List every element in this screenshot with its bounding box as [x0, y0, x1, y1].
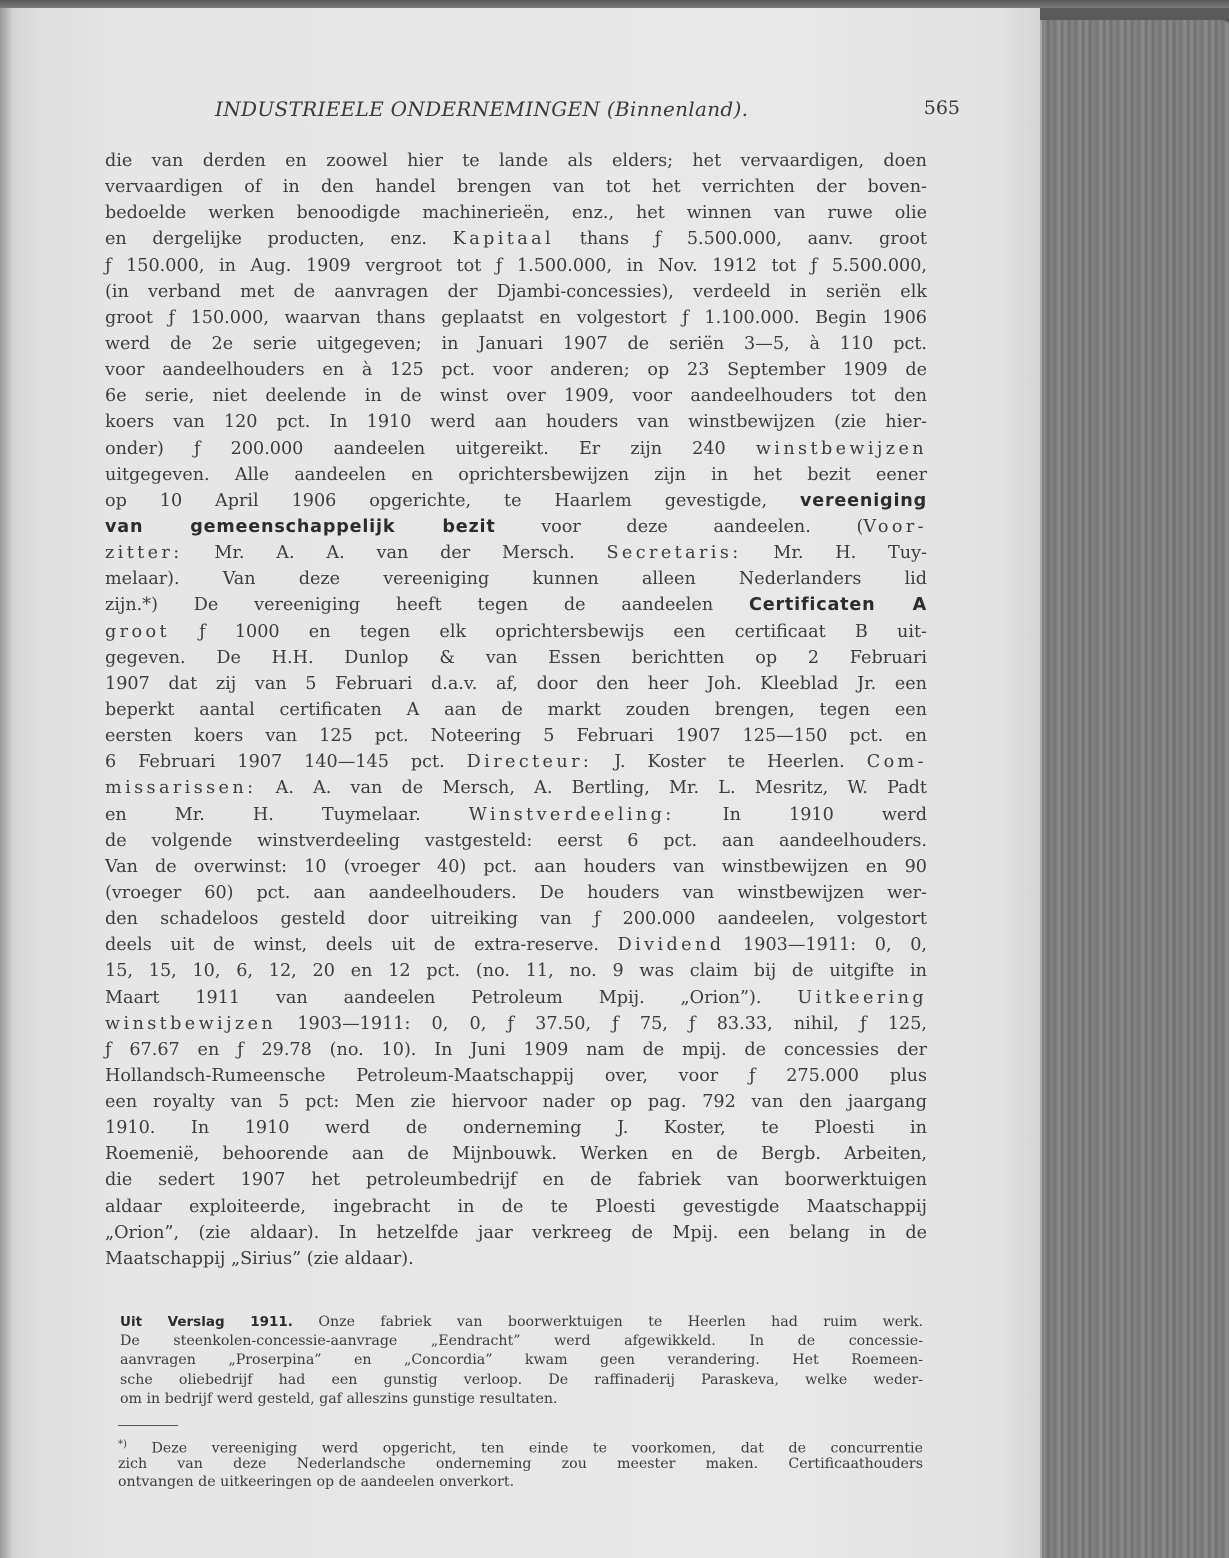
text-segment: 1903—1911: 0, 0, ƒ 37.50, ƒ 75, ƒ 83.33, nihil, ƒ 125,	[276, 1013, 927, 1034]
spaced-emphasis: Kapitaal	[452, 229, 555, 250]
text-segment: (vroeger 60) pct. aan aandeelhouders. De houders van winstbewijzen wer-	[105, 882, 927, 903]
text-segment: gegeven. De H.H. Dunlop & van Essen berichtten op 2 Februari	[105, 647, 927, 668]
text-segment: uitgegeven. Alle aandeelen en oprichtersbewijzen zijn in het bezit eener	[105, 464, 927, 485]
spaced-emphasis: Directeur:	[466, 752, 593, 773]
spaced-emphasis: zitter:	[105, 543, 183, 564]
text-segment: bedoelde werken benoodigde machinerieën, enz., het winnen van ruwe olie	[105, 203, 927, 224]
book-gutter	[0, 8, 12, 1558]
footnote-rule	[118, 1425, 178, 1426]
text-segment: Maart 1911 van aandeelen Petroleum Mpij. „Orion”).	[105, 987, 798, 1008]
text-line	[105, 540, 927, 566]
text-segment: voor deze aandeelen. (	[495, 516, 864, 537]
text-line	[105, 854, 927, 880]
text-segment: Van de overwinst: 10 (vroeger 40) pct. aan houders van winstbewijzen en 90	[105, 856, 927, 877]
bold-emphasis: vereeniging	[799, 490, 927, 511]
text-line	[105, 174, 927, 200]
spaced-emphasis: Secretaris:	[606, 543, 742, 564]
text-segment: „Orion”, (zie aldaar). In hetzelfde jaar verkreeg de Mpij. een belang in de	[105, 1222, 927, 1243]
text-segment: onder) ƒ 200.000 aandeelen uitgereikt. Er zijn 240	[105, 438, 756, 459]
text-segment: groot ƒ 150.000, waarvan thans geplaatst en volgestort ƒ 1.100.000. Begin 1906	[105, 307, 927, 328]
text-segment: werd de 2e serie uitgegeven; in Januari 1907 de seriën 3—5, à 110 pct.	[105, 333, 927, 354]
footnote-line	[118, 1473, 923, 1492]
text-line	[105, 775, 927, 801]
bold-emphasis: Certificaten A	[749, 595, 927, 616]
text-line	[105, 514, 927, 540]
footnote-text: zich van deze Nederlandsche onderneming zou meester maken. Certificaathouders	[118, 1455, 923, 1472]
footnote-text: Deze vereeniging werd opgericht, ten einde te voorkomen, dat de concurrentie	[126, 1440, 923, 1457]
text-line	[105, 279, 927, 305]
text-segment: Maatschappij „Sirius” (zie aldaar).	[105, 1248, 414, 1269]
text-segment: voor aandeelhouders en à 125 pct. voor anderen; op 23 September 1909 de	[105, 360, 927, 381]
body-paragraph	[105, 148, 927, 1272]
spaced-emphasis: Uitkeering	[797, 987, 927, 1008]
text-line	[105, 1194, 927, 1220]
text-segment: J. Koster te Heerlen.	[592, 752, 867, 773]
spaced-emphasis: groot	[105, 621, 170, 642]
annual-report-excerpt	[120, 1313, 923, 1409]
text-line	[105, 697, 927, 723]
text-segment: zijn.*) De vereeniging heeft tegen de aandeelen	[105, 595, 749, 616]
spaced-emphasis: Voor-	[863, 516, 927, 537]
text-segment: deels uit de winst, deels uit de extra-reserve.	[105, 935, 618, 956]
text-line	[105, 357, 927, 383]
text-segment: Hollandsch-Rumeensche Petroleum-Maatschappij over, voor ƒ 275.000 plus	[105, 1065, 927, 1086]
text-line	[105, 958, 927, 984]
running-head	[215, 97, 960, 121]
text-segment: thans ƒ 5.500.000, aanv. groot	[554, 229, 927, 250]
text-line	[105, 723, 927, 749]
text-line	[105, 462, 927, 488]
text-segment: 15, 15, 10, 6, 12, 20 en 12 pct. (no. 11, no. 9 was claim bij de uitgifte in	[105, 961, 927, 982]
spaced-emphasis: Dividend	[617, 935, 725, 956]
footnote-text: ontvangen de uitkeeringen op de aandeelen onverkort.	[118, 1474, 515, 1490]
text-line	[105, 436, 927, 462]
text-segment: beperkt aantal certificaten A aan de markt zouden brengen, tegen een	[105, 699, 927, 720]
bold-emphasis: van gemeenschappelijk bezit	[105, 516, 496, 537]
text-line	[105, 383, 927, 409]
page-stack-edge	[1040, 20, 1229, 1558]
text-segment: ƒ 67.67 en ƒ 29.78 (no. 10). In Juni 1909 nam de mpij. de concessies der	[105, 1039, 927, 1060]
text-line	[105, 985, 927, 1011]
text-segment: en dergelijke producten, enz.	[105, 229, 453, 250]
text-segment: en Mr. H. Tuymelaar.	[105, 804, 469, 825]
text-segment: 6 Februari 1907 140—145 pct.	[105, 752, 467, 773]
text-line	[105, 1141, 927, 1167]
running-title: INDUSTRIEELE ONDERNEMINGEN (Binnenland).	[215, 97, 749, 121]
spaced-emphasis: winstbewijzen	[755, 438, 927, 459]
text-line	[105, 1089, 927, 1115]
text-line	[105, 619, 927, 645]
text-line	[105, 828, 927, 854]
footnote	[118, 1436, 923, 1492]
text-line	[105, 409, 927, 435]
spaced-emphasis: missarissen:	[105, 778, 257, 799]
text-line	[105, 200, 927, 226]
text-segment: die sedert 1907 het petroleumbedrijf en de fabriek van boorwerktuigen	[105, 1170, 927, 1191]
text-segment: 1903—1911: 0, 0,	[724, 935, 927, 956]
text-line	[105, 305, 927, 331]
text-segment: Roemenië, behoorende aan de Mijnbouwk. Werken en de Bergb. Arbeiten,	[105, 1144, 927, 1165]
text-segment: eersten koers van 125 pct. Noteering 5 Februari 1907 125—150 pct. en	[105, 726, 927, 747]
text-line	[105, 1167, 927, 1193]
text-segment: melaar). Van deze vereeniging kunnen alleen Nederlanders lid	[105, 569, 927, 590]
text-line	[105, 645, 927, 671]
text-line	[105, 906, 927, 932]
report-line	[120, 1351, 923, 1370]
text-line	[105, 331, 927, 357]
report-text: Onze fabriek van boorwerktuigen te Heerlen had ruim werk.	[292, 1314, 923, 1330]
text-line	[105, 671, 927, 697]
footnote-marker: *)	[118, 1439, 127, 1450]
spaced-emphasis: winstbewijzen	[105, 1013, 277, 1034]
text-segment: vervaardigen of in den handel brengen van tot het verrichten der boven-	[105, 177, 927, 198]
text-line	[105, 1246, 927, 1272]
text-segment: Mr. A. A. van der Mersch.	[182, 543, 607, 564]
text-segment: ƒ 150.000, in Aug. 1909 vergroot tot ƒ 1.500.000, in Nov. 1912 tot ƒ 5.500.000,	[105, 255, 927, 276]
report-line	[120, 1390, 923, 1409]
text-line	[105, 226, 927, 252]
text-line	[105, 749, 927, 775]
text-segment: den schadeloos gesteld door uitreiking van ƒ 200.000 aandeelen, volgestort	[105, 909, 927, 930]
text-line	[105, 802, 927, 828]
text-segment: ƒ 1000 en tegen elk oprichtersbewijs een certificaat B uit-	[169, 621, 927, 642]
text-line	[105, 932, 927, 958]
text-line	[105, 1063, 927, 1089]
text-line	[105, 1115, 927, 1141]
text-line	[105, 592, 927, 618]
text-segment: 1907 dat zij van 5 Februari d.a.v. af, door den heer Joh. Kleeblad Jr. een	[105, 673, 927, 694]
text-segment: In 1910 werd	[674, 804, 927, 825]
text-line	[105, 1220, 927, 1246]
text-segment: die van derden en zoowel hier te lande als elders; het vervaardigen, doen	[105, 151, 927, 171]
text-segment: koers van 120 pct. In 1910 werd aan houders van winstbewijzen (zie hier-	[105, 412, 927, 433]
text-segment: op 10 April 1906 opgerichte, te Haarlem gevestigde,	[105, 490, 800, 511]
spaced-emphasis: Com-	[866, 752, 927, 773]
report-text: om in bedrijf werd gesteld, gaf alleszins gunstige resultaten.	[120, 1390, 558, 1407]
text-segment: Mr. H. Tuy-	[741, 543, 927, 564]
report-text: aanvragen „Proserpina” en „Concordia” kwam geen verandering. Het Roemeen-	[120, 1352, 923, 1369]
text-line	[105, 880, 927, 906]
report-line	[120, 1332, 923, 1351]
page-number: 565	[923, 97, 960, 119]
text-line	[105, 253, 927, 279]
footnote-line	[118, 1455, 923, 1474]
text-segment: aldaar exploiteerde, ingebracht in de te Ploesti gevestigde Maatschappij	[105, 1196, 927, 1217]
text-segment: 6e serie, niet deelende in de winst over 1909, voor aandeelhouders tot den	[105, 386, 927, 407]
text-line	[105, 1037, 927, 1063]
text-segment: (in verband met de aanvragen der Djambi-concessies), verdeeld in seriën elk	[105, 281, 927, 302]
text-line	[105, 148, 927, 174]
text-line	[105, 566, 927, 592]
report-label: Uit Verslag 1911.	[120, 1314, 293, 1330]
text-line	[105, 1011, 927, 1037]
report-text: De steenkolen-concessie-aanvrage „Eendracht” werd afgewikkeld. In de concessie-	[120, 1333, 923, 1350]
text-line	[105, 488, 927, 514]
text-segment: A. A. van de Mersch, A. Bertling, Mr. L. Mesritz, W. Padt	[256, 778, 927, 799]
spaced-emphasis: Winstverdeeling:	[468, 804, 675, 825]
text-segment: 1910. In 1910 werd de onderneming J. Koster, te Ploesti in	[105, 1118, 927, 1139]
text-segment: de volgende winstverdeeling vastgesteld: eerst 6 pct. aan aandeelhouders.	[105, 830, 927, 851]
text-segment: een royalty van 5 pct: Men zie hiervoor nader op pag. 792 van den jaargang	[105, 1092, 927, 1113]
report-text: sche oliebedrijf had een gunstig verloop. De raffinaderij Paraskeva, welke weder-	[120, 1371, 923, 1388]
report-line	[120, 1313, 923, 1332]
footnote-line	[118, 1436, 923, 1455]
report-line	[120, 1371, 923, 1390]
